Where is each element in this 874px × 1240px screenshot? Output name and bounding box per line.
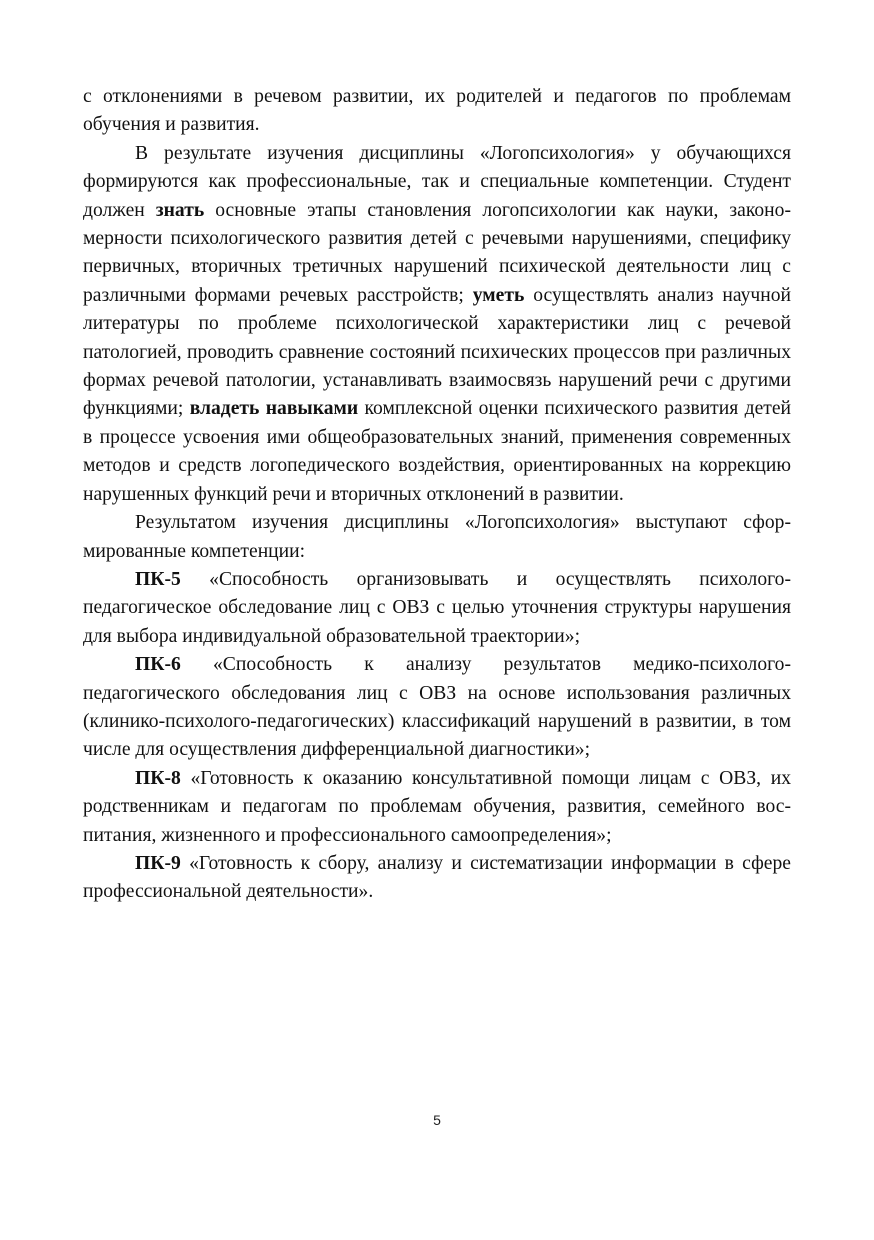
possess-skills-keyword: владеть навыками [189, 398, 359, 420]
document-body [83, 83, 791, 907]
competency-code: ПК-6 [135, 654, 181, 676]
competency-item [83, 651, 791, 765]
competency-item [83, 566, 791, 651]
results-text-1: В результате изучения дисциплины «Логопсихология» у обучающихся формируются как профессиональные, так и специальные компетенции. Студент должен [83, 142, 791, 221]
results-text-2: основные этапы становления логопсихологии как науки, закономерности психологического развития детей с речевыми нарушениями, специфику первичных, вторичных третичных нарушений психической деятельности лиц с различными формами речевых расстройств; [83, 199, 791, 306]
competency-code: ПК-9 [135, 852, 181, 874]
page-number: 5 [433, 1112, 441, 1128]
competency-text: «Способность к анализу результатов медико-психолого-педагогического обследования лиц с ОВЗ на основе использования различных (клинико-психолого-педагогических) классификаций нарушений в развитии, в том числе для осуществления дифференциальной диагностики»; [83, 654, 791, 761]
competency-item [83, 765, 791, 850]
results-text-3: осуществлять анализ научной литературы по проблеме психологической характеристики лиц с речевой патологией, проводить сравнение состояний психических процессов при различных формах речевой патологии, устанавливать взаимосвязь нарушений речи с другими функциями; [83, 284, 791, 420]
know-keyword: знать [155, 199, 205, 221]
competency-code: ПК-8 [135, 767, 181, 789]
continuation-paragraph: с отклонениями в речевом развитии, их родителей и педагогов по проблемам обучения и развития. [83, 86, 791, 136]
competency-text: «Способность организовывать и осуществлять психолого-педагогическое обследование лиц с ОВЗ с целью уточнения структуры нарушения для выбора индивидуальной образовательной траектории»; [83, 568, 791, 647]
competencies-intro-paragraph: Результатом изучения дисциплины «Логопсихология» выступают сформированные компетенции: [83, 512, 791, 562]
competency-text: «Готовность к сбору, анализу и систематизации информации в сфере профессиональной деятельности». [83, 852, 791, 903]
competency-code: ПК-5 [135, 568, 181, 590]
competency-item [83, 850, 791, 907]
results-text-4: комплексной оценки психического развития детей в процессе усвоения ими общеобразовательных знаний, применения современных методов и средств логопедического воздействия, ориентированных на коррекцию нарушенных функций речи и вторичных отклонений в развитии. [83, 398, 792, 505]
be-able-keyword: уметь [472, 284, 525, 306]
competency-text: «Готовность к оказанию консультативной помощи лицам с ОВЗ, их родственникам и педагогам по проблемам обучения, развития, семейного воспитания, жизненного и профессионального самоопределения»; [83, 767, 791, 846]
results-paragraph [83, 140, 791, 509]
